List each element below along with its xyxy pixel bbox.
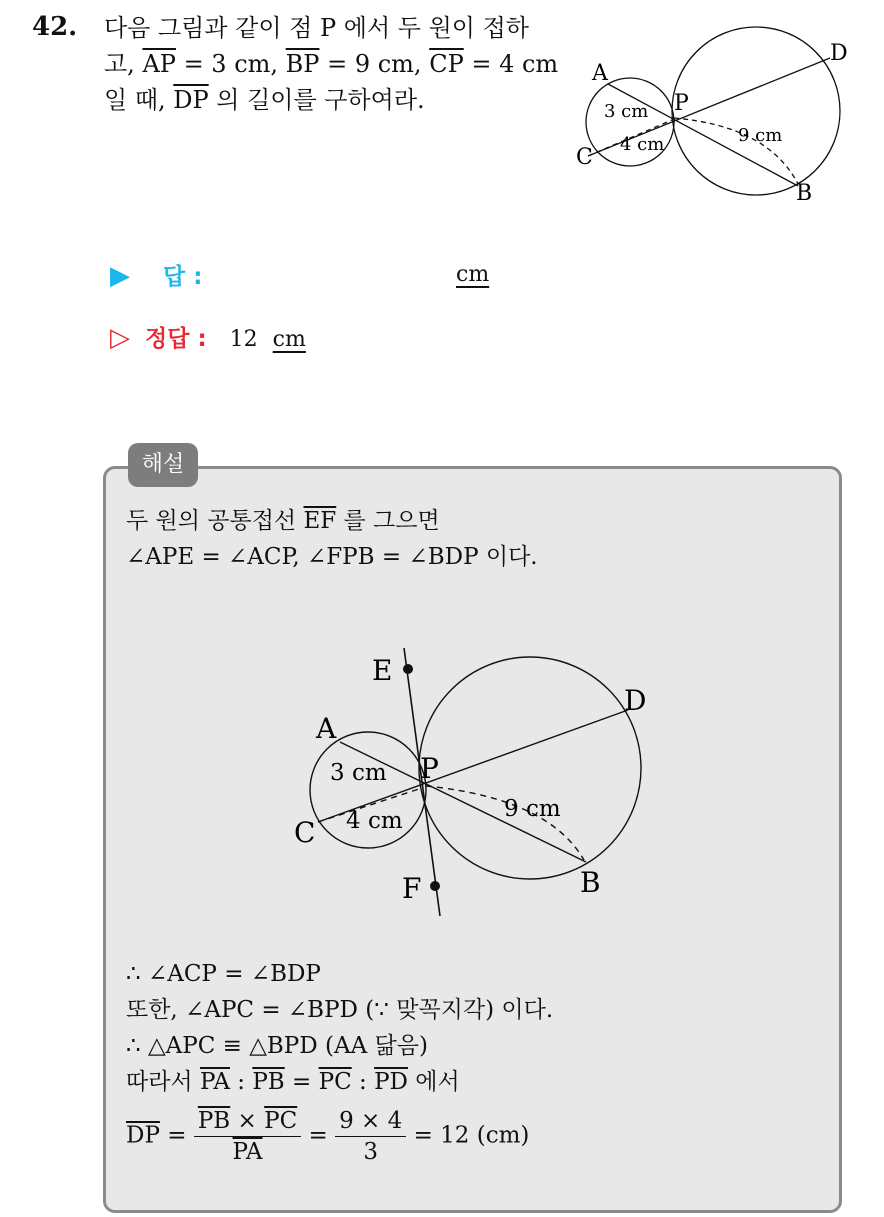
correct-value: 12 bbox=[229, 327, 258, 352]
solution-line-3: ∴ ∠ACP = ∠BDP bbox=[126, 961, 321, 987]
answer-label: 답 : bbox=[163, 264, 203, 290]
point-e bbox=[403, 664, 413, 674]
solution-line-4: 또한, ∠APC = ∠BPD (∵ 맞꼭지각) 이다. bbox=[126, 997, 554, 1023]
question-line-1: 다음 그림과 같이 점 P 에서 두 원이 접하 bbox=[104, 14, 529, 42]
svg-text:3 cm: 3 cm bbox=[604, 101, 649, 122]
svg-text:B: B bbox=[580, 866, 601, 899]
solution-line-7: $\overline{DP}$ = $\frac{\overline{PB} \times \overline{PC}}{PA}$ = $\frac{9 \times 4}{3}$ = 12 (cm) bbox=[126, 1108, 530, 1165]
solution-line-1: 두 원의 공통접선 $\overline{EF}$ 를 그으면 bbox=[126, 508, 440, 534]
correct-answer-row bbox=[110, 320, 306, 353]
question-text bbox=[104, 10, 564, 118]
question-line-3: 일 때, $\overline{DP}$ 의 길이를 구하여라. bbox=[104, 86, 425, 114]
solution-figure bbox=[288, 640, 668, 930]
answer-row bbox=[110, 258, 510, 291]
question-figure bbox=[568, 8, 864, 218]
correct-label: 정답 : bbox=[145, 326, 207, 352]
fraction-2: $\frac{9 \times 4}{3}$ bbox=[335, 1106, 406, 1167]
svg-text:C: C bbox=[294, 816, 316, 849]
svg-text:A: A bbox=[316, 712, 337, 745]
svg-text:4 cm: 4 cm bbox=[346, 808, 403, 834]
svg-text:A: A bbox=[592, 61, 608, 86]
solution-line-5: ∴ △APC ≡ △BPD (AA 닮음) bbox=[126, 1033, 428, 1059]
solution-steps bbox=[126, 956, 826, 1167]
svg-text:F: F bbox=[402, 872, 422, 905]
solution-line-6: 따라서 $\overline{PA}$ : $\overline{PB} = \overline{PC}$ : $\overline{PD}$ 에서 bbox=[126, 1069, 460, 1095]
answer-marker-icon: ▶ bbox=[110, 261, 130, 291]
solution-intro bbox=[126, 503, 826, 575]
svg-text:D: D bbox=[624, 684, 647, 717]
sol-large-circle bbox=[419, 657, 641, 879]
svg-text:C: C bbox=[576, 145, 593, 170]
svg-text:P: P bbox=[420, 752, 439, 785]
svg-text:B: B bbox=[796, 181, 813, 206]
large-circle bbox=[672, 27, 840, 195]
correct-unit: cm bbox=[272, 327, 306, 352]
svg-text:9 cm: 9 cm bbox=[504, 796, 561, 822]
svg-text:3 cm: 3 cm bbox=[330, 760, 387, 786]
solution-line-2: ∠APE = ∠ACP, ∠FPB = ∠BDP 이다. bbox=[126, 544, 538, 570]
svg-text:P: P bbox=[674, 91, 689, 116]
question-line-2: 고, $\overline{AP} = 3$ cm, $\overline{BP} = 9$ cm, $\overline{CP} = 4$ cm bbox=[104, 50, 559, 78]
fraction-1: $\frac{\overline{PB} \times \overline{PC}}{PA}$ bbox=[194, 1106, 301, 1167]
question-number: 42. bbox=[32, 12, 78, 42]
svg-text:9 cm: 9 cm bbox=[738, 125, 783, 146]
svg-text:D: D bbox=[830, 41, 848, 66]
answer-unit[interactable]: cm bbox=[456, 262, 490, 287]
correct-marker-icon: ▷ bbox=[110, 323, 130, 353]
point-f bbox=[430, 881, 440, 891]
solution-tag: 해설 bbox=[128, 443, 198, 487]
svg-text:4 cm: 4 cm bbox=[620, 134, 665, 155]
svg-text:E: E bbox=[372, 654, 393, 687]
